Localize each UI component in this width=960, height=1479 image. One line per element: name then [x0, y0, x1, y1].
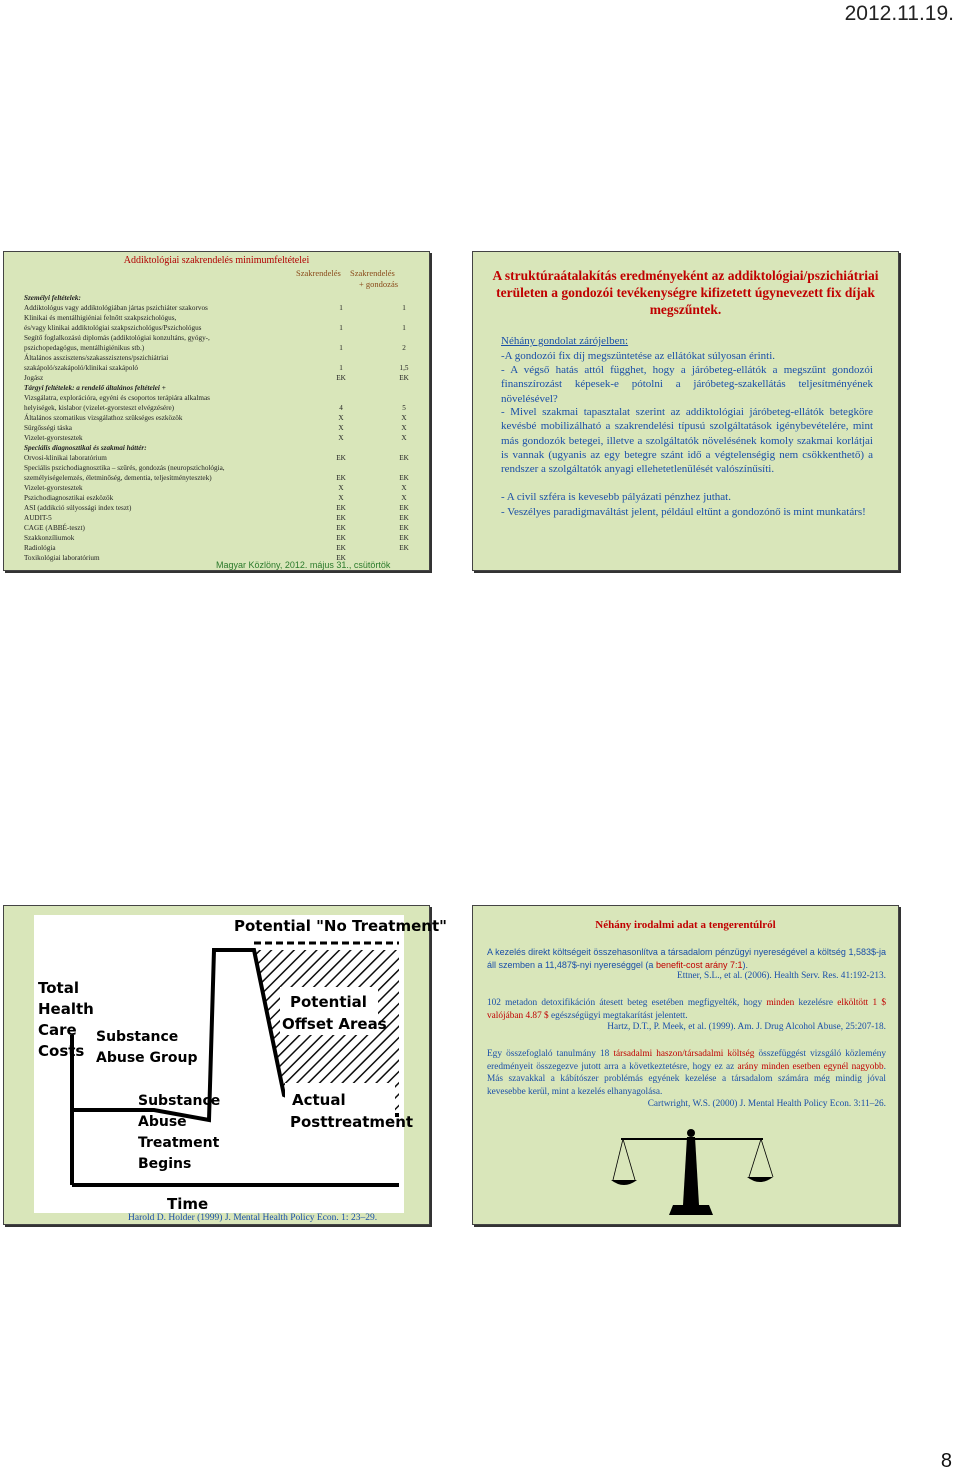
- slide-title: Néhány irodalmi adat a tengerentúlról: [595, 919, 776, 931]
- value-outpatient: X: [338, 494, 344, 502]
- label-begins-2: Abuse: [138, 1114, 187, 1130]
- table-row: [24, 394, 421, 404]
- table-row: [24, 544, 421, 554]
- value-outpatient-care: 1,5: [399, 364, 409, 372]
- table-row: [24, 534, 421, 544]
- row-label: szakápoló/szakápoló/klinikai szakápoló: [24, 364, 138, 372]
- value-outpatient-care: 2: [402, 344, 406, 352]
- table-row: [24, 524, 421, 534]
- value-outpatient-care: 5: [402, 404, 406, 412]
- reference-hartz: Hartz, D.T., P. Meek, et al. (1999). Am. J. Drug Alcohol Abuse, 25:207-18.: [607, 1022, 886, 1032]
- value-outpatient-care: X: [401, 484, 407, 492]
- value-outpatient-care: 1: [402, 304, 406, 312]
- slide-cost-offset: [3, 905, 447, 1225]
- table-row: [24, 434, 421, 444]
- value-outpatient-care: EK: [399, 514, 409, 522]
- value-outpatient-care: EK: [399, 544, 409, 552]
- row-label: Személyi feltételek:: [24, 294, 81, 302]
- table-row: [24, 474, 421, 484]
- paragraph-5: - Veszélyes paradigmaváltást jelent, például eltűnt a gondozónő is mint munkatárs!: [501, 506, 866, 518]
- paragraph-cartwright: Egy összefoglaló tanulmány 18 társadalmi haszon/társadalmi költség összefüggést vizsgáló közlemény eredményeit összegezve jutott arra a következtetésre, hogy ez az arány minden esetben egynél nagyobb. Más szavakkal a kábítószer problémás egyének kezelése a társadalom számára még mindig jóval kevesebbe kerül, mint a kezelés elhanyagolása.: [487, 1049, 886, 1097]
- table-row: [24, 374, 421, 384]
- value-outpatient-care: EK: [399, 454, 409, 462]
- slide-minimum-requirements: [3, 251, 430, 571]
- row-label: ASI (addikció súlyossági index teszt): [24, 504, 132, 512]
- row-label: Radiológia: [24, 544, 56, 552]
- paragraph-3: - Mivel szakmai tapasztalat szerint az addiktológiai járóbeteg-ellátók betegköre kevésbé mobilizálható a szakrendelési típusú szolgáltatások igénybevételére, mint más gondozók betegei, illetve a szolgáltatók növelésének komoly szakmai korlátjai is vannak (ugyanis az egy betegre szánt idő a végtelenségig nem csökkenthető) a rendszer a szolgáltatók anyagi ellehetetlenülését valószínűsíti.: [501, 406, 873, 476]
- row-label: Vizelet-gyorstesztek: [24, 434, 83, 442]
- value-outpatient: X: [338, 414, 344, 422]
- row-label: Sürgősségi táska: [24, 424, 72, 432]
- table-row: [24, 354, 421, 364]
- value-outpatient: EK: [336, 474, 346, 482]
- slide-title: A struktúraátalakítás eredményeként az addiktológiai/pszichiátriai területen a gondozói tevékenységre kifizetett úgynevezett fix díjak megszűntek.: [492, 268, 879, 317]
- table-row: [24, 324, 421, 334]
- row-label: személyiségelemzés, életminőség, dementia, teljesítménytesztek): [24, 474, 212, 482]
- table-row: [24, 314, 421, 324]
- value-outpatient-care: EK: [399, 374, 409, 382]
- row-label: Speciális pszichodiagnosztika – szűrés, gondozás (neuropszichológia,: [24, 464, 225, 472]
- table-row: [24, 364, 421, 374]
- value-outpatient-care: EK: [399, 474, 409, 482]
- value-outpatient: X: [338, 434, 344, 442]
- paragraph-hartz: 102 metadon detoxifikáción átesett beteg esetében megfigyelték, hogy minden kezelésre elköltött 1 $ valójában 4.87 $ egészségügyi megtakarítást jelentett.: [487, 998, 886, 1021]
- table-row: [24, 344, 421, 354]
- label-actual-2: Posttreatment: [290, 1113, 414, 1131]
- value-outpatient-care: X: [401, 414, 407, 422]
- paragraph-4: - A civil szféra is kevesebb pályázati pénzhez juthat.: [501, 491, 731, 503]
- source-note: Magyar Közlöny, 2012. május 31., csütörtök: [216, 560, 391, 570]
- header-date: 2012.11.19.: [844, 2, 954, 25]
- value-outpatient-care: X: [401, 494, 407, 502]
- value-outpatient-care: X: [401, 424, 407, 432]
- row-label: AUDIT-5: [24, 514, 52, 522]
- value-outpatient: EK: [336, 534, 346, 542]
- table-row: [24, 384, 421, 394]
- table-row: [24, 454, 421, 464]
- table-row: [24, 504, 421, 514]
- row-label: és/vagy klinikai addiktológiai szakpszichológus/Pszichológus: [24, 324, 202, 332]
- table-row: [24, 424, 421, 434]
- row-label: Szakkonzíliumok: [24, 534, 75, 542]
- value-outpatient: EK: [336, 554, 346, 562]
- page-number: 8: [940, 1450, 952, 1472]
- reference-ettner: Ettner, S.L., et al. (2006). Health Serv. Res. 41:192-213.: [677, 971, 886, 981]
- row-label: Speciális diagnosztikai és szakmai háttér:: [24, 444, 147, 452]
- row-label: pszichopedagógus, mentálhigiénikus stb.): [24, 344, 145, 352]
- value-outpatient: 1: [339, 344, 343, 352]
- value-outpatient: EK: [336, 504, 346, 512]
- column-header-care-suffix: + gondozás: [359, 279, 399, 289]
- value-outpatient: EK: [336, 514, 346, 522]
- paragraph-1: -A gondozói fix díj megszüntetése az ellátókat súlyosan érinti.: [501, 350, 776, 362]
- label-health: Health: [38, 1000, 94, 1018]
- row-label: Általános szomatikus vizsgálathoz szükséges eszközök: [24, 414, 183, 422]
- label-begins-4: Begins: [138, 1156, 192, 1172]
- slide-title: Addiktológiai szakrendelés minimumfeltételei: [123, 255, 310, 266]
- row-label: Vizelet-gyorstesztek: [24, 484, 83, 492]
- table-row: [24, 494, 421, 504]
- table-row: [24, 334, 421, 344]
- row-label: Addiktológus vagy addiktológiában jártas pszichiáter szakorvos: [24, 304, 208, 312]
- column-header-outpatient-care: Szakrendelés: [350, 268, 395, 278]
- reference-cartwright: Cartwright, W.S. (2000) J. Mental Health Policy Econ. 3:11–26.: [647, 1099, 886, 1109]
- row-label: helyiségek, kislabor (vizelet-gyorsteszt elvégzésére): [24, 404, 175, 412]
- row-label: Orvosi-klinikai laboratórium: [24, 454, 107, 462]
- value-outpatient: 1: [339, 364, 343, 372]
- row-label: Általános asszisztens/szakasszisztens/pszichiátriai: [24, 354, 169, 362]
- value-outpatient: EK: [336, 524, 346, 532]
- label-offset-1: Potential: [290, 993, 367, 1011]
- row-label: Jogász: [24, 374, 44, 382]
- table-row: [24, 444, 421, 454]
- table-row: [24, 464, 421, 474]
- paragraph-2: - A végső hatás attól függhet, hogy a járóbeteg-ellátók a megszűnt gondozói finanszírozást képesek-e pótolni a járóbeteg-szakellátás teljesítményének növelésével?: [501, 364, 873, 405]
- cost-offset-diagram: [34, 915, 447, 1213]
- table-row: [24, 484, 421, 494]
- value-outpatient: EK: [336, 374, 346, 382]
- row-label: Vizsgálatra, explorációra, egyéni és csoportos terápiára alkalmas: [24, 394, 210, 402]
- table-row: [24, 414, 421, 424]
- value-outpatient-care: X: [401, 434, 407, 442]
- table-row: [24, 294, 421, 304]
- label-time: Time: [167, 1195, 209, 1213]
- value-outpatient-care: EK: [399, 504, 409, 512]
- label-actual-1: Actual: [292, 1091, 346, 1109]
- paragraph-ettner: A kezelés direkt költségeit összehasonlítva a társadalom pénzügyi nyereségével a költség 1,583$-ja áll szemben a 11,487$-nyi nyereséggel (a benefit-cost arány 7:1).: [487, 947, 886, 970]
- column-header-outpatient: Szakrendelés: [296, 268, 341, 278]
- label-costs: Costs: [38, 1042, 85, 1060]
- label-begins-1: Substance: [138, 1093, 221, 1109]
- row-label: Klinikai és mentálhigiéniai felnőtt szakpszichológus,: [24, 314, 177, 322]
- row-label: CAGE (ABBÉ-teszt): [24, 524, 85, 532]
- value-outpatient: EK: [336, 454, 346, 462]
- table-row: [24, 304, 421, 314]
- chart-citation: Harold D. Holder (1999) J. Mental Health Policy Econ. 1: 23–29.: [128, 1213, 378, 1223]
- label-substance-group-2: Abuse Group: [96, 1050, 198, 1066]
- row-label: Pszichodiagnosztikai eszközök: [24, 494, 114, 502]
- value-outpatient: X: [338, 424, 344, 432]
- row-label: Tárgyi feltételek: a rendelő általános feltételei +: [24, 384, 166, 392]
- label-care: Care: [38, 1021, 77, 1039]
- value-outpatient: X: [338, 484, 344, 492]
- label-offset-2: Offset Areas: [282, 1015, 387, 1033]
- label-begins-3: Treatment: [138, 1135, 220, 1151]
- row-label: Segítő foglalkozású diplomás (addiktológiai konzultáns, gyógy-,: [24, 334, 210, 342]
- slide-literature-data: [472, 905, 899, 1225]
- label-total: Total: [38, 979, 79, 997]
- value-outpatient-care: 1: [402, 324, 406, 332]
- value-outpatient: 1: [339, 304, 343, 312]
- slide-subtitle: Néhány gondolat zárójelben:: [501, 335, 629, 347]
- table-row: [24, 514, 421, 524]
- value-outpatient: EK: [336, 544, 346, 552]
- label-substance-group-1: Substance: [96, 1029, 179, 1045]
- balance-scale-icon: [613, 1125, 773, 1225]
- row-label: Toxikológiai laboratórium: [24, 554, 100, 562]
- label-no-treatment: Potential "No Treatment": [234, 917, 447, 935]
- slide-fixed-fees: [472, 251, 899, 571]
- table-row: [24, 404, 421, 414]
- value-outpatient: 4: [339, 404, 343, 412]
- value-outpatient-care: EK: [399, 524, 409, 532]
- value-outpatient-care: EK: [399, 534, 409, 542]
- value-outpatient: 1: [339, 324, 343, 332]
